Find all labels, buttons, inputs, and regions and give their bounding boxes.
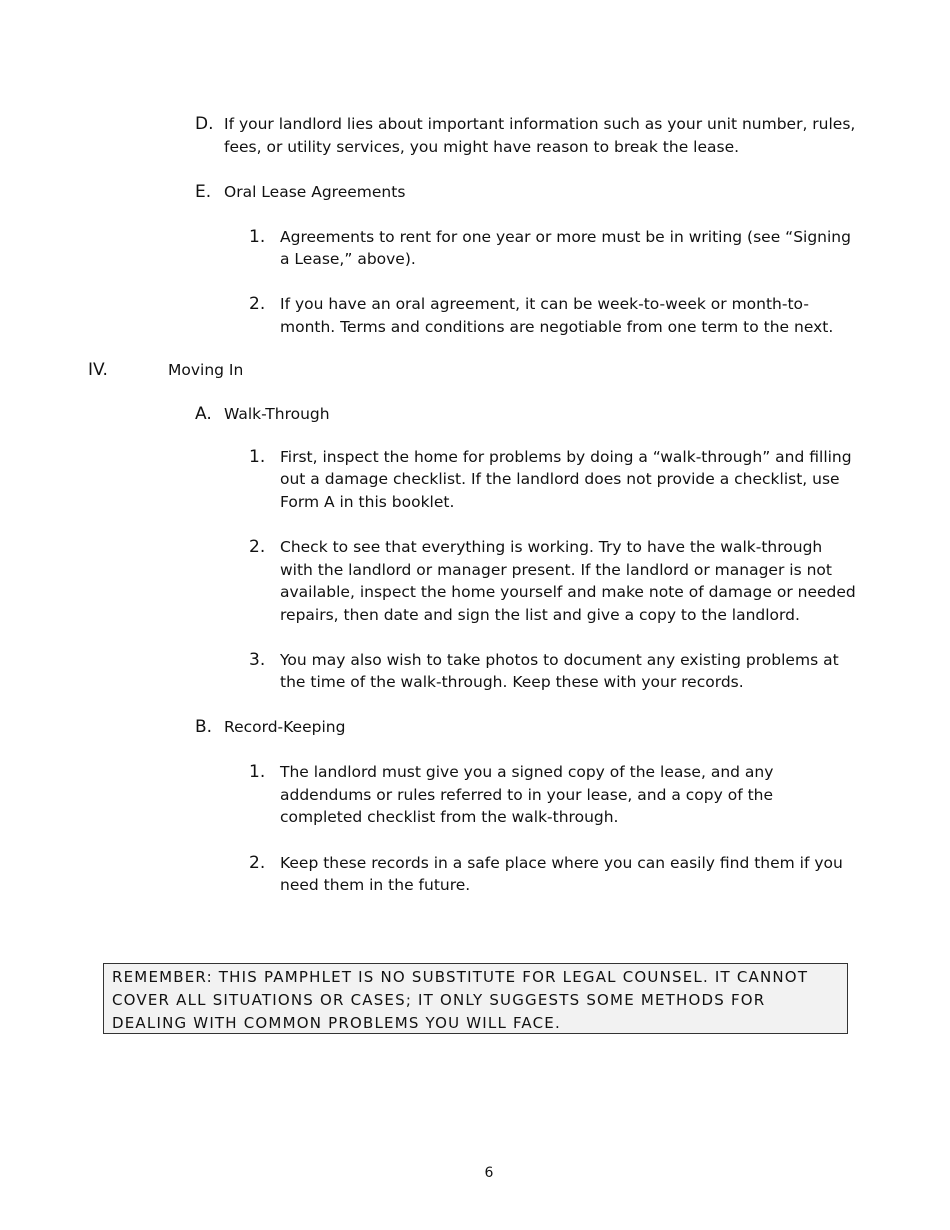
list-item-marker: 2. [249, 537, 266, 557]
section-d-line: fees, or utility services, you might have reason to break the lease. [224, 138, 740, 156]
list-item-line: If you have an oral agreement, it can be week-to-week or month-to- [280, 295, 809, 313]
section-iv-marker: IV. [88, 360, 108, 380]
section-a-heading: Walk-Through [224, 405, 330, 423]
section-e-marker: E. [195, 182, 212, 202]
list-item-marker: 2. [249, 853, 266, 873]
disclaimer-line: DEALING WITH COMMON PROBLEMS YOU WILL FACE. [112, 1014, 561, 1032]
list-item-line: Form A in this booklet. [280, 493, 455, 511]
list-item-line: completed checklist from the walk-through. [280, 808, 619, 826]
section-b-heading: Record-Keeping [224, 718, 346, 736]
disclaimer-line: COVER ALL SITUATIONS OR CASES; IT ONLY SUGGESTS SOME METHODS FOR [112, 991, 766, 1009]
list-item-line: out a damage checklist. If the landlord does not provide a checklist, use [280, 470, 840, 488]
list-item-line: repairs, then date and sign the list and give a copy to the landlord. [280, 606, 800, 624]
list-item-line: addendums or rules referred to in your lease, and a copy of the [280, 786, 774, 804]
section-d-line: If your landlord lies about important information such as your unit number, rules, [224, 115, 856, 133]
disclaimer-line: REMEMBER: THIS PAMPHLET IS NO SUBSTITUTE FOR LEGAL COUNSEL. IT CANNOT [112, 968, 809, 986]
page-number: 6 [484, 1165, 494, 1181]
section-d-marker: D. [195, 114, 214, 134]
section-b-marker: B. [195, 717, 213, 737]
section-e-heading: Oral Lease Agreements [224, 183, 406, 201]
list-item-marker: 1. [249, 762, 266, 782]
list-item-line: available, inspect the home yourself and make note of damage or needed [280, 583, 856, 601]
list-item-marker: 2. [249, 294, 266, 314]
list-item-line: The landlord must give you a signed copy of the lease, and any [280, 763, 774, 781]
list-item-line: a Lease,” above). [280, 250, 416, 268]
list-item-line: month. Terms and conditions are negotiable from one term to the next. [280, 318, 834, 336]
list-item-line: First, inspect the home for problems by doing a “walk-through” and filling [280, 448, 852, 466]
list-item-line: need them in the future. [280, 876, 471, 894]
list-item-line: Keep these records in a safe place where you can easily find them if you [280, 854, 843, 872]
list-item-line: the time of the walk-through. Keep these with your records. [280, 673, 744, 691]
legal-disclaimer-box [103, 963, 848, 1034]
section-iv-heading: Moving In [168, 361, 244, 379]
list-item-marker: 1. [249, 447, 266, 467]
section-a-marker: A. [195, 404, 212, 424]
list-item-line: Agreements to rent for one year or more must be in writing (see “Signing [280, 228, 851, 246]
list-item-line: Check to see that everything is working. Try to have the walk-through [280, 538, 823, 556]
list-item-line: You may also wish to take photos to document any existing problems at [280, 651, 839, 669]
list-item-marker: 1. [249, 227, 266, 247]
list-item-line: with the landlord or manager present. If the landlord or manager is not [280, 561, 832, 579]
list-item-marker: 3. [249, 650, 266, 670]
